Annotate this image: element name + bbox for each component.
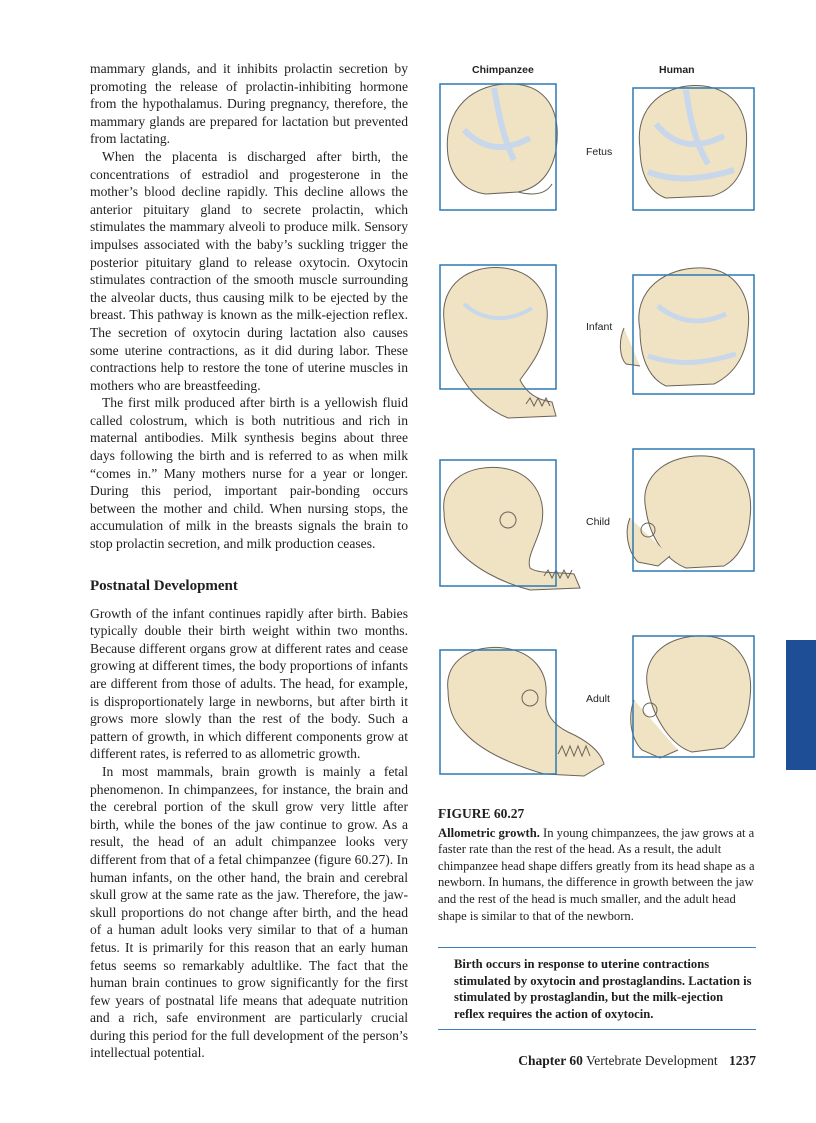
footer-chapter: Chapter 60 bbox=[518, 1053, 583, 1068]
stage-label-child: Child bbox=[586, 516, 610, 528]
figure-caption bbox=[438, 806, 760, 924]
page-footer bbox=[518, 1053, 756, 1069]
paragraph: In most mammals, brain growth is mainly a fetal phenomenon. In chimpanzees, for instance, the brain and the cerebral portion of the skull grow very little after birth, while the bones of the jaw continue to grow. As a result, the head of an adult chimpanzee looks very different from that of a fetal chimpanzee (figure 60.27). In human infants, on the other hand, the brain and cerebral skull grow at the same rate as the jaw. Therefore, the jaw-skull proportions do not change after birth, and the head of a human adult looks very similar to that of a human fetus. It is primarily for this reason that an early human fetus seems so remarkably adultlike. The fact that the human brain continues to grow significantly for the first few years of postnatal life means that adequate nutrition and a rich, safe environment are particularly crucial during this period for the full development of the person’s intellectual potential. bbox=[90, 763, 408, 1061]
chapter-tab bbox=[786, 640, 816, 770]
summary-box: Birth occurs in response to uterine contractions stimulated by oxytocin and prostaglandins. Lactation is stimulated by prostaglandin, but the milk-ejection reflex requires the action of oxytocin. bbox=[438, 947, 756, 1030]
human-infant-skull bbox=[620, 268, 748, 386]
page-number: 1237 bbox=[729, 1053, 756, 1068]
paragraph: mammary glands, and it inhibits prolactin secretion by promoting the release of prolactin-inhibiting hormone from the hypothalamus. During pregnancy, therefore, the mammary glands are prepared for lactation but prevented from lactating. bbox=[90, 61, 408, 147]
column-header-human: Human bbox=[659, 64, 695, 76]
human-fetus-skull bbox=[639, 86, 746, 198]
caption-body bbox=[438, 825, 760, 925]
paragraph: When the placenta is discharged after birth, the concentrations of estradiol and progesterone in the mother’s blood decline rapidly. This decline allows the anterior pituitary gland to secrete prolactin, which stimulates the mammary alveoli to produce milk. Sensory impulses associated with the baby’s suckling trigger the posterior pituitary gland to release oxytocin. Oxytocin stimulates contraction of the smooth muscle surrounding the alveolar ducts, thus causing milk to be ejected by the breast. This pathway is known as the milk-ejection reflex. The secretion of oxytocin during lactation also causes some uterine contractions, as it did during labor. These contractions help to restore the tone of uterine muscles in mothers who are breastfeeding. bbox=[90, 148, 408, 393]
paragraph: Growth of the infant continues rapidly after birth. Babies typically double their birth weight within two months. Because different organs grow at different rates and cease growing at different times, the body proportions of infants are different from those of adults. The head, for example, is disproportionately large in newborns, but after birth it grows more slowly than the rest of the body. Such a pattern of growth, in which different components grow at different rates, is referred to as allometric growth. bbox=[90, 605, 408, 762]
left-column bbox=[90, 60, 408, 1062]
column-header-chimpanzee: Chimpanzee bbox=[472, 64, 534, 76]
chimp-fetus-skull bbox=[447, 84, 557, 194]
stage-label-adult: Adult bbox=[586, 693, 610, 705]
chimp-infant-skull bbox=[444, 267, 556, 418]
human-child-skull bbox=[627, 456, 750, 568]
section-heading: Postnatal Development bbox=[90, 577, 238, 594]
footer-chapter-title: Vertebrate Development bbox=[586, 1053, 718, 1068]
figure-skulls bbox=[434, 60, 764, 800]
stage-label-infant: Infant bbox=[586, 321, 613, 333]
figure-number: FIGURE 60.27 bbox=[438, 806, 525, 821]
human-adult-skull bbox=[631, 636, 751, 758]
skull-illustrations bbox=[434, 60, 764, 800]
caption-title: Allometric growth. bbox=[438, 825, 540, 840]
chimp-adult-skull bbox=[448, 647, 604, 776]
paragraph: The first milk produced after birth is a yellowish fluid called colostrum, which is both nutritious and rich in maternal antibodies. Milk synthesis begins about three days following the birth and is referred to as when milk “comes in.” Many mothers nurse for a year or longer. During this period, important pair-bonding occurs between the mother and child. When nursing stops, the accumulation of milk in the breasts signals the brain to stop prolactin secretion, and milk production ceases. bbox=[90, 395, 408, 552]
stage-label-fetus: Fetus bbox=[586, 146, 613, 158]
caption-text: In young chimpanzees, the jaw grows at a faster rate than the rest of the head. As a result, the adult chimpanzee head shape differs greatly from its head shape as a newborn. In humans, the difference in growth between the jaw and the rest of the head is much smaller, and the adult head shape is similar to that of the newborn. bbox=[438, 825, 755, 923]
chimp-child-skull bbox=[444, 467, 580, 590]
